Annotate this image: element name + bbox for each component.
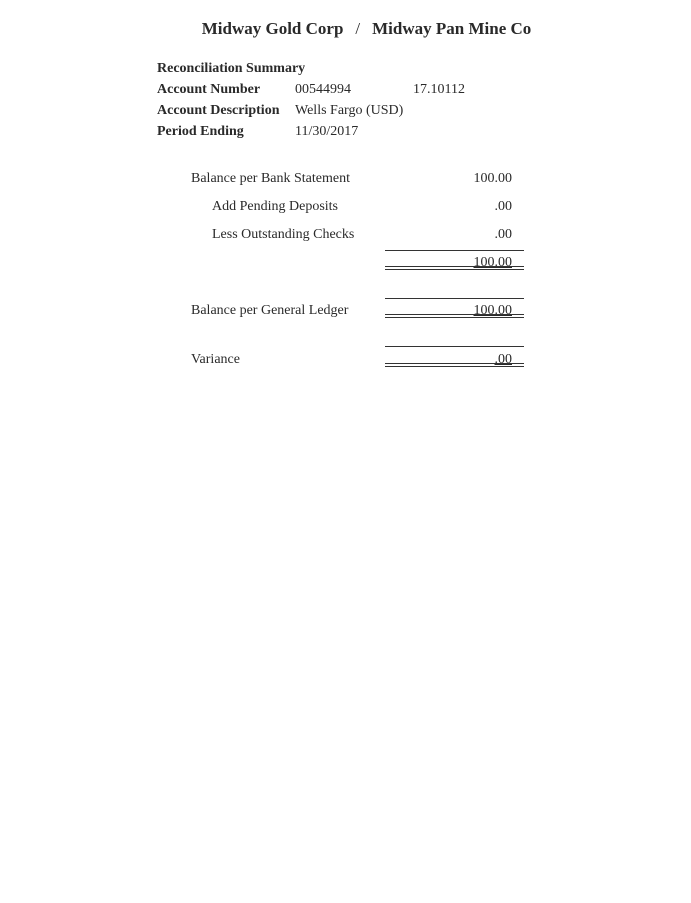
variance-top-rule [385,346,524,347]
outstanding-checks-label: Less Outstanding Checks [212,227,355,242]
pending-deposits-label: Add Pending Deposits [212,199,338,214]
subtotal-rule [385,250,524,251]
company-name: Midway Gold Corp [201,19,344,38]
report-title [0,19,691,39]
account-number-label: Account Number [157,82,261,97]
gl-balance-amount: 100.00 [473,303,512,318]
variance-label: Variance [191,352,240,367]
adjusted-total-amount: 100.00 [473,255,512,270]
account-number-value: 00544994 [295,82,351,97]
summary-heading: Reconciliation Summary [157,61,306,76]
gl-balance-label: Balance per General Ledger [191,303,349,318]
account-description-value: Wells Fargo (USD) [295,103,404,118]
account-description-label: Account Description [157,103,280,118]
period-ending-label: Period Ending [157,124,244,139]
gl-double-rule [385,314,524,318]
title-separator: / [355,19,361,38]
variance-double-rule [385,363,524,367]
gl-top-rule [385,298,524,299]
bank-balance-label: Balance per Bank Statement [191,171,350,186]
total-double-rule [385,266,524,270]
subsidiary-name: Midway Pan Mine Co [372,19,532,38]
period-ending-value: 11/30/2017 [295,124,359,139]
bank-balance-amount: 100.00 [473,171,512,186]
outstanding-checks-amount: .00 [494,227,512,242]
gl-account-value: 17.10112 [413,82,465,97]
variance-amount: .00 [494,352,512,367]
pending-deposits-amount: .00 [494,199,512,214]
